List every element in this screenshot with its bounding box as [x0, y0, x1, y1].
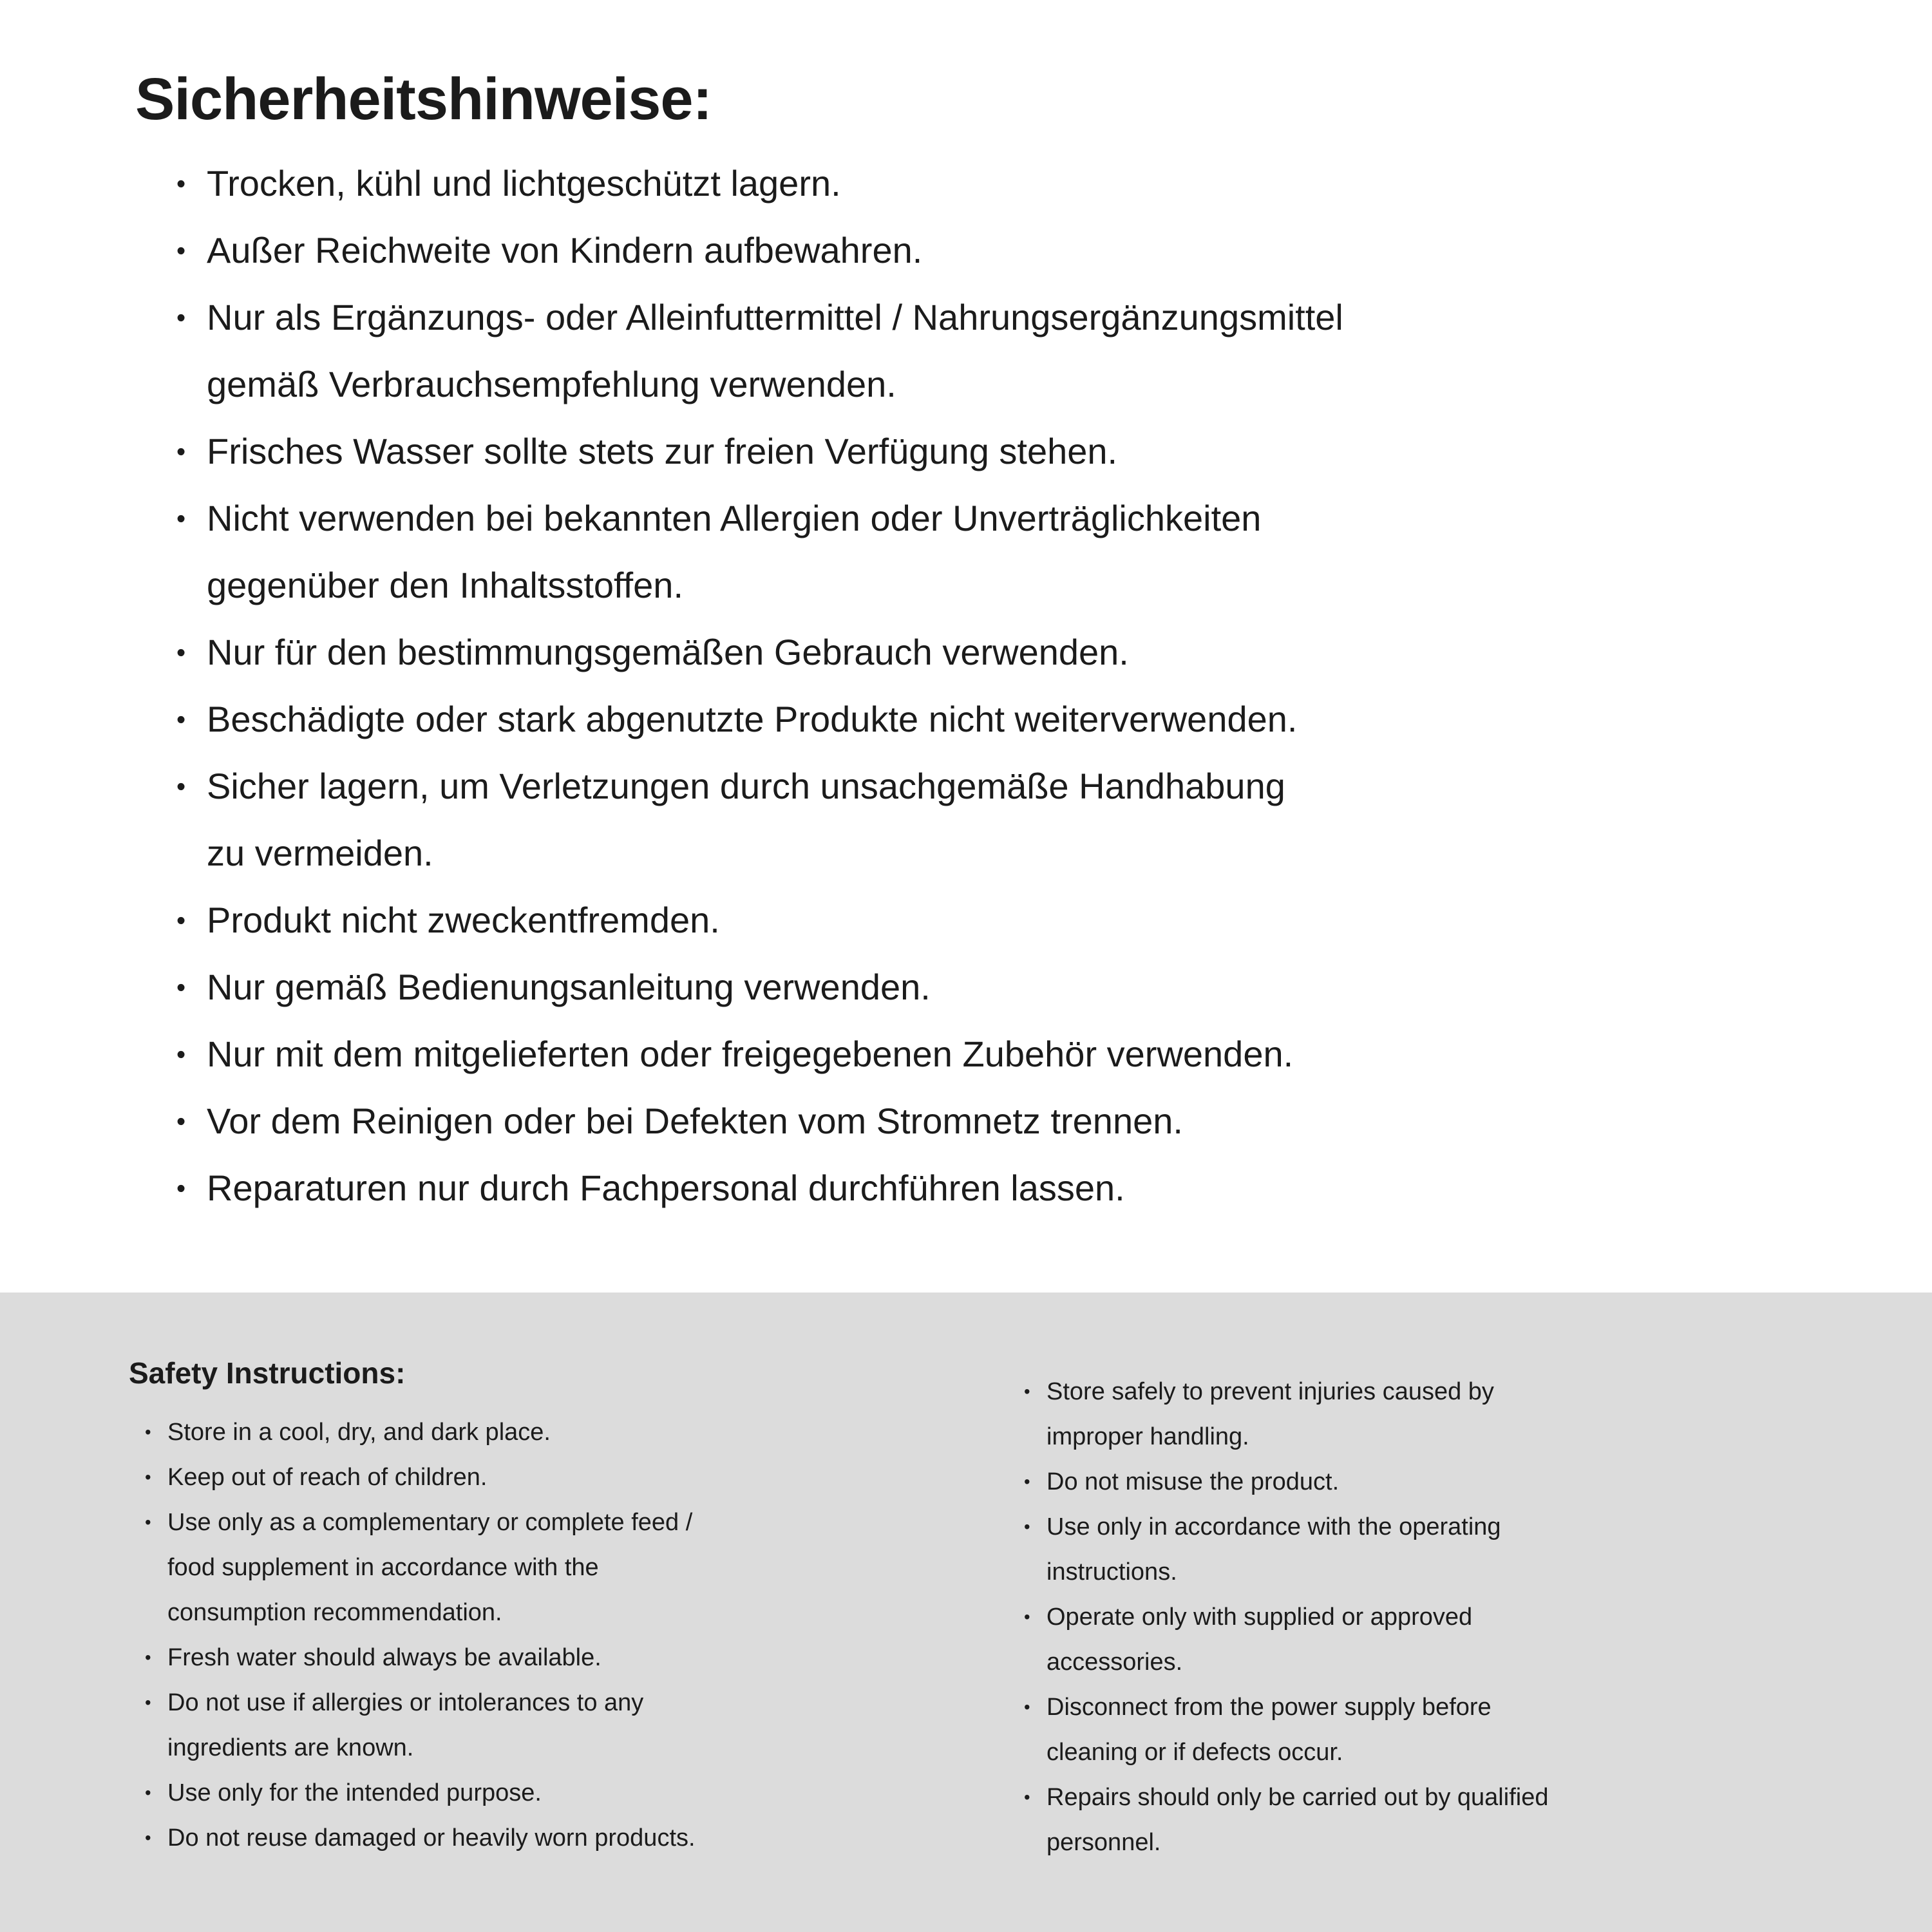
text-line: Reparaturen nur durch Fachpersonal durchführen lassen.: [207, 1168, 1125, 1208]
english-section-heading: Safety Instructions:: [129, 1356, 406, 1390]
text-line: Repairs should only be carried out by qualified: [1046, 1784, 1549, 1811]
text-line: Do not misuse the product.: [1046, 1468, 1340, 1495]
bullet-icon: •: [145, 1828, 151, 1848]
text-line: accessories.: [1046, 1649, 1183, 1676]
text-line: Disconnect from the power supply before: [1046, 1694, 1492, 1721]
bullet-icon: •: [176, 638, 186, 667]
text-line: improper handling.: [1046, 1423, 1249, 1450]
bullet-icon: •: [176, 772, 186, 801]
bullet-icon: •: [176, 504, 186, 533]
bullet-icon: •: [1024, 1607, 1030, 1627]
list-item-text: [207, 753, 1855, 887]
list-item-text: [167, 1635, 1024, 1680]
bullet-icon: •: [176, 303, 186, 332]
bullet-icon: •: [1024, 1472, 1030, 1492]
text-line: Frisches Wasser sollte stets zur freien Verfügung stehen.: [207, 431, 1118, 471]
list-item-text: [207, 686, 1855, 753]
list-item: [176, 284, 1855, 418]
bullet-icon: •: [176, 972, 186, 1002]
bullet-icon: •: [176, 705, 186, 734]
english-section: [0, 1293, 1932, 1932]
list-item-text: [207, 1155, 1855, 1222]
list-item-text: [207, 485, 1855, 619]
list-item: [145, 1500, 1024, 1635]
text-line: Use only for the intended purpose.: [167, 1779, 542, 1807]
text-line: Store safely to prevent injuries caused by: [1046, 1378, 1494, 1405]
list-item-text: [207, 887, 1855, 954]
list-item: [176, 686, 1855, 753]
list-item: [1024, 1504, 1848, 1595]
list-item-text: [207, 150, 1855, 217]
bullet-icon: •: [176, 169, 186, 198]
list-item: [1024, 1459, 1848, 1504]
bullet-icon: •: [1024, 1517, 1030, 1537]
text-line: food supplement in accordance with the: [167, 1554, 599, 1582]
bullet-icon: •: [176, 1173, 186, 1203]
english-safety-list-right: [1024, 1369, 1848, 1865]
list-item: [145, 1815, 1024, 1861]
list-item: [176, 1155, 1855, 1222]
list-item-text: [207, 619, 1855, 686]
list-item-text: [167, 1410, 1024, 1455]
bullet-icon: •: [145, 1467, 151, 1488]
list-item: [176, 150, 1855, 217]
list-item-text: [1046, 1685, 1848, 1775]
list-item: [176, 217, 1855, 284]
english-left-column: [129, 1356, 1024, 1861]
list-item: [1024, 1369, 1848, 1459]
text-line: Use only in accordance with the operating: [1046, 1513, 1501, 1540]
text-line: personnel.: [1046, 1829, 1161, 1856]
text-line: Do not use if allergies or intolerances to any: [167, 1689, 644, 1717]
list-item: [145, 1680, 1024, 1770]
text-line: Vor dem Reinigen oder bei Defekten vom Stromnetz trennen.: [207, 1101, 1183, 1141]
list-item-text: [1046, 1775, 1848, 1865]
text-line: Nur gemäß Bedienungsanleitung verwenden.: [207, 967, 931, 1007]
english-right-column: [1024, 1369, 1848, 1865]
text-line: consumption recommendation.: [167, 1599, 502, 1627]
bullet-icon: •: [1024, 1381, 1030, 1401]
list-item-text: [167, 1680, 1024, 1770]
list-item: [176, 954, 1855, 1021]
list-item-text: [207, 418, 1855, 485]
text-line: Beschädigte oder stark abgenutzte Produkte nicht weiterverwenden.: [207, 699, 1298, 739]
text-line: Trocken, kühl und lichtgeschützt lagern.: [207, 163, 841, 204]
text-line: Nicht verwenden bei bekannten Allergien oder Unverträglichkeiten: [207, 498, 1262, 538]
bullet-icon: •: [145, 1647, 151, 1668]
text-line: zu vermeiden.: [207, 833, 433, 873]
bullet-icon: •: [176, 1039, 186, 1069]
list-item-text: [167, 1455, 1024, 1500]
list-item-text: [1046, 1459, 1848, 1504]
text-line: Außer Reichweite von Kindern aufbewahren.: [207, 230, 923, 270]
list-item: [1024, 1685, 1848, 1775]
bullet-icon: •: [1024, 1697, 1030, 1717]
text-line: Nur für den bestimmungsgemäßen Gebrauch verwenden.: [207, 632, 1129, 672]
list-item-text: [167, 1500, 1024, 1635]
bullet-icon: •: [145, 1692, 151, 1713]
text-line: gegenüber den Inhaltsstoffen.: [207, 565, 684, 605]
bullet-icon: •: [145, 1422, 151, 1443]
list-item: [1024, 1595, 1848, 1685]
german-safety-list: [176, 150, 1855, 1222]
text-line: ingredients are known.: [167, 1734, 414, 1762]
text-line: Do not reuse damaged or heavily worn products.: [167, 1824, 696, 1852]
text-line: Store in a cool, dry, and dark place.: [167, 1419, 551, 1446]
list-item-text: [167, 1815, 1024, 1861]
list-item-text: [1046, 1369, 1848, 1459]
english-safety-list-left: [145, 1410, 1024, 1861]
list-item-text: [207, 1088, 1855, 1155]
list-item: [176, 1021, 1855, 1088]
bullet-icon: •: [145, 1783, 151, 1803]
list-item: [145, 1455, 1024, 1500]
text-line: Keep out of reach of children.: [167, 1464, 488, 1492]
list-item: [176, 485, 1855, 619]
text-line: Fresh water should always be available.: [167, 1644, 601, 1672]
list-item-text: [207, 954, 1855, 1021]
list-item: [176, 619, 1855, 686]
list-item: [176, 753, 1855, 887]
list-item-text: [207, 284, 1855, 418]
list-item: [176, 1088, 1855, 1155]
bullet-icon: •: [1024, 1787, 1030, 1807]
list-item: [145, 1635, 1024, 1680]
bullet-icon: •: [176, 437, 186, 466]
bullet-icon: •: [176, 905, 186, 935]
list-item-text: [1046, 1595, 1848, 1685]
text-line: Nur mit dem mitgelieferten oder freigegebenen Zubehör verwenden.: [207, 1034, 1294, 1074]
text-line: Produkt nicht zweckentfremden.: [207, 900, 720, 940]
text-line: Use only as a complementary or complete feed /: [167, 1509, 693, 1537]
list-item: [1024, 1775, 1848, 1865]
text-line: Operate only with supplied or approved: [1046, 1604, 1473, 1631]
bullet-icon: •: [176, 1106, 186, 1136]
list-item-text: [207, 217, 1855, 284]
list-item: [176, 887, 1855, 954]
text-line: Sicher lagern, um Verletzungen durch unsachgemäße Handhabung: [207, 766, 1285, 806]
list-item-text: [207, 1021, 1855, 1088]
text-line: Nur als Ergänzungs- oder Alleinfuttermittel / Nahrungsergänzungsmittel: [207, 297, 1343, 337]
text-line: cleaning or if defects occur.: [1046, 1739, 1343, 1766]
list-item: [145, 1770, 1024, 1815]
list-item: [176, 418, 1855, 485]
german-section-heading: Sicherheitshinweise:: [135, 66, 712, 132]
text-line: gemäß Verbrauchsempfehlung verwenden.: [207, 364, 896, 404]
list-item: [145, 1410, 1024, 1455]
bullet-icon: •: [176, 236, 186, 265]
bullet-icon: •: [145, 1512, 151, 1533]
list-item-text: [167, 1770, 1024, 1815]
list-item-text: [1046, 1504, 1848, 1595]
text-line: instructions.: [1046, 1558, 1177, 1586]
